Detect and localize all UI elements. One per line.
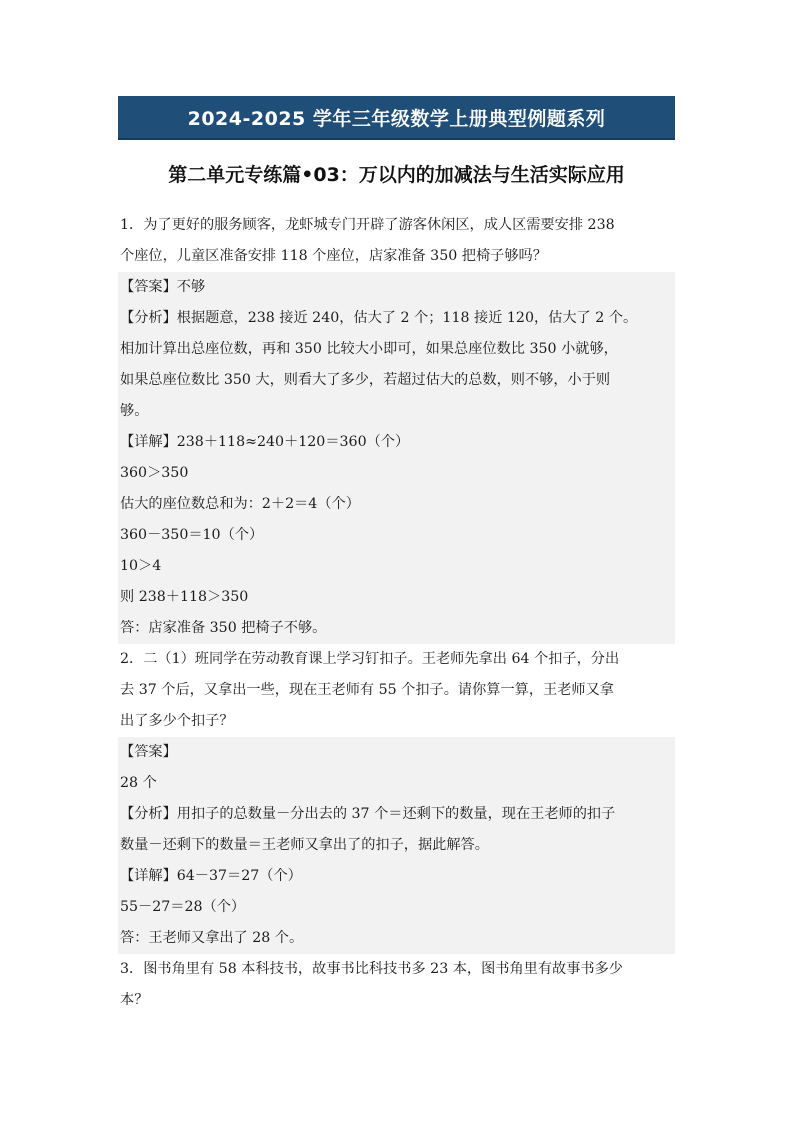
detail-line: 则 238＋118＞350 xyxy=(120,589,249,605)
problem-2 xyxy=(118,644,675,954)
answer-line: 【答案】不够 xyxy=(120,279,206,295)
answer-line: 【答案】 xyxy=(120,744,177,760)
detail-line: 55－27＝28（个） xyxy=(120,899,246,915)
series-title-banner: 2024-2025 学年三年级数学上册典型例题系列 xyxy=(118,96,675,140)
final-answer-line: 答：王老师又拿出了 28 个。 xyxy=(120,930,304,946)
question-line: 3．图书角里有 58 本科技书，故事书比科技书多 23 本，图书角里有故事书多少 xyxy=(120,961,623,977)
problem-3 xyxy=(118,954,675,1016)
solution-block xyxy=(118,272,675,644)
analysis-line: 相加计算出总座位数，再和 350 比较大小即可，如果总座位数比 350 小就够， xyxy=(120,341,618,357)
question-line: 2．二（1）班同学在劳动教育课上学习钉扣子。王老师先拿出 64 个扣子，分出 xyxy=(120,651,620,667)
problem-1 xyxy=(118,210,675,644)
detail-line: 【详解】64－37＝27（个） xyxy=(120,868,302,884)
final-answer-line: 答：店家准备 350 把椅子不够。 xyxy=(120,620,327,636)
analysis-line: 够。 xyxy=(120,403,149,419)
answer-value-line: 28 个 xyxy=(120,775,157,791)
question-line: 去 37 个后，又拿出一些，现在王老师有 55 个扣子。请你算一算，王老师又拿 xyxy=(120,682,614,698)
analysis-line: 【分析】用扣子的总数量－分出去的 37 个＝还剩下的数量，现在王老师的扣子 xyxy=(120,806,616,822)
problems-body xyxy=(118,210,675,1016)
analysis-line: 数量－还剩下的数量＝王老师又拿出了的扣子，据此解答。 xyxy=(120,837,489,853)
unit-title: 第二单元专练篇•03：万以内的加减法与生活实际应用 xyxy=(168,164,625,186)
detail-line: 【详解】238＋118≈240＋120＝360（个） xyxy=(120,434,410,450)
question-line: 出了多少个扣子？ xyxy=(120,713,234,729)
solution-block xyxy=(118,737,675,954)
detail-line: 360＞350 xyxy=(120,465,189,481)
detail-line: 估大的座位数总和为：2＋2＝4（个） xyxy=(120,496,360,512)
analysis-line: 如果总座位数比 350 大，则看大了多少，若超过估大的总数，则不够，小于则 xyxy=(120,372,611,388)
question-line: 个座位，儿童区准备安排 118 个座位，店家准备 350 把椅子够吗？ xyxy=(120,248,547,264)
detail-line: 10＞4 xyxy=(120,558,162,574)
detail-line: 360－350＝10（个） xyxy=(120,527,264,543)
question-line: 1．为了更好的服务顾客，龙虾城专门开辟了游客休闲区，成人区需要安排 238 xyxy=(120,217,615,233)
question-line: 本？ xyxy=(120,992,149,1008)
analysis-line: 【分析】根据题意，238 接近 240，估大了 2 个；118 接近 120，估大了 2 个。 xyxy=(120,310,638,326)
